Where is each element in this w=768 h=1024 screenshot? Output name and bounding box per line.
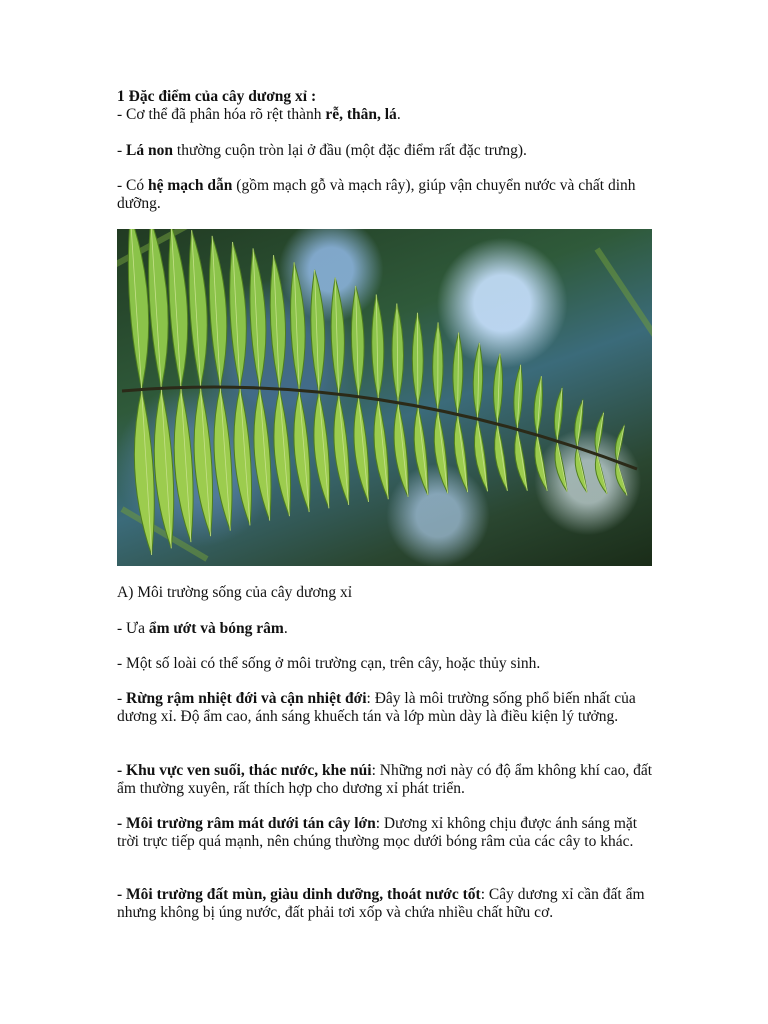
fern-leaflets xyxy=(128,229,627,555)
paragraph-rainforest xyxy=(117,690,657,726)
fern-illustration xyxy=(117,229,652,566)
p4-post: . xyxy=(283,620,288,637)
paragraph-body-parts xyxy=(117,106,657,124)
p2-post: thường cuộn tròn lại ở đầu (một đặc điểm rất đặc trưng). xyxy=(173,142,527,159)
p3-post: (gồm mạch gỗ và mạch rây), giúp vận chuyển nước và chất dinh dưỡng. xyxy=(117,177,636,212)
heading-text: 1 Đặc điểm của cây dương xỉ : xyxy=(117,88,317,105)
p1-post: . xyxy=(396,106,401,123)
p2-pre: - xyxy=(117,142,127,159)
paragraph-other-habitats xyxy=(117,655,657,673)
p8-bold: - Môi trường râm mát dưới tán cây lớn xyxy=(117,815,376,832)
paragraph-young-leaves xyxy=(117,142,657,160)
p7-post: : Những nơi này có độ ẩm không khí cao, đất ẩm thường xuyên, rất thích hợp cho dương xỉ phát triển. xyxy=(117,762,653,797)
p4-bold: ẩm ướt và bóng râm xyxy=(148,620,284,637)
paragraph-vascular-system xyxy=(117,177,657,213)
heading xyxy=(117,88,657,106)
p6-post: : Đây là môi trường sống phổ biến nhất của dương xỉ. Độ ẩm cao, ánh sáng khuếch tán và lớp mùn dày là điều kiện lý tưởng. xyxy=(117,690,636,725)
p4-pre: - Ưa xyxy=(117,620,149,637)
p8-post: : Dương xỉ không chịu được ánh sáng mặt trời trực tiếp quá mạnh, nên chúng thường mọc dưới bóng râm của các cây to khác. xyxy=(117,815,638,850)
paragraph-streams xyxy=(117,762,657,798)
p1-bold: rễ, thân, lá xyxy=(325,106,397,123)
paragraph-humid-shade xyxy=(117,620,657,638)
paragraph-shade-canopy xyxy=(117,815,657,851)
p5-text: - Một số loài có thể sống ở môi trường cạn, trên cây, hoặc thủy sinh. xyxy=(117,655,541,672)
paragraph-humus-soil xyxy=(117,886,657,922)
p6-bold: Rừng rậm nhiệt đới và cận nhiệt đới xyxy=(126,690,367,707)
p7-bold: - Khu vực ven suối, thác nước, khe núi xyxy=(117,762,372,779)
section-a-text: A) Môi trường sống của cây dương xỉ xyxy=(117,584,353,601)
fern-photo xyxy=(117,229,652,566)
p9-bold: - Môi trường đất mùn, giàu dinh dưỡng, thoát nước tốt xyxy=(117,886,481,903)
p3-pre: - Có xyxy=(117,177,148,194)
p3-bold: hệ mạch dẫn xyxy=(148,177,233,194)
section-a-title xyxy=(117,584,657,602)
p9-post: : Cây dương xỉ cần đất ẩm nhưng không bị úng nước, đất phải tơi xốp và chứa nhiều chất hữu cơ. xyxy=(117,886,645,921)
p1-pre: - Cơ thể đã phân hóa rõ rệt thành xyxy=(117,106,326,123)
p2-bold: Lá non xyxy=(126,142,174,159)
p6-pre: - xyxy=(117,690,127,707)
